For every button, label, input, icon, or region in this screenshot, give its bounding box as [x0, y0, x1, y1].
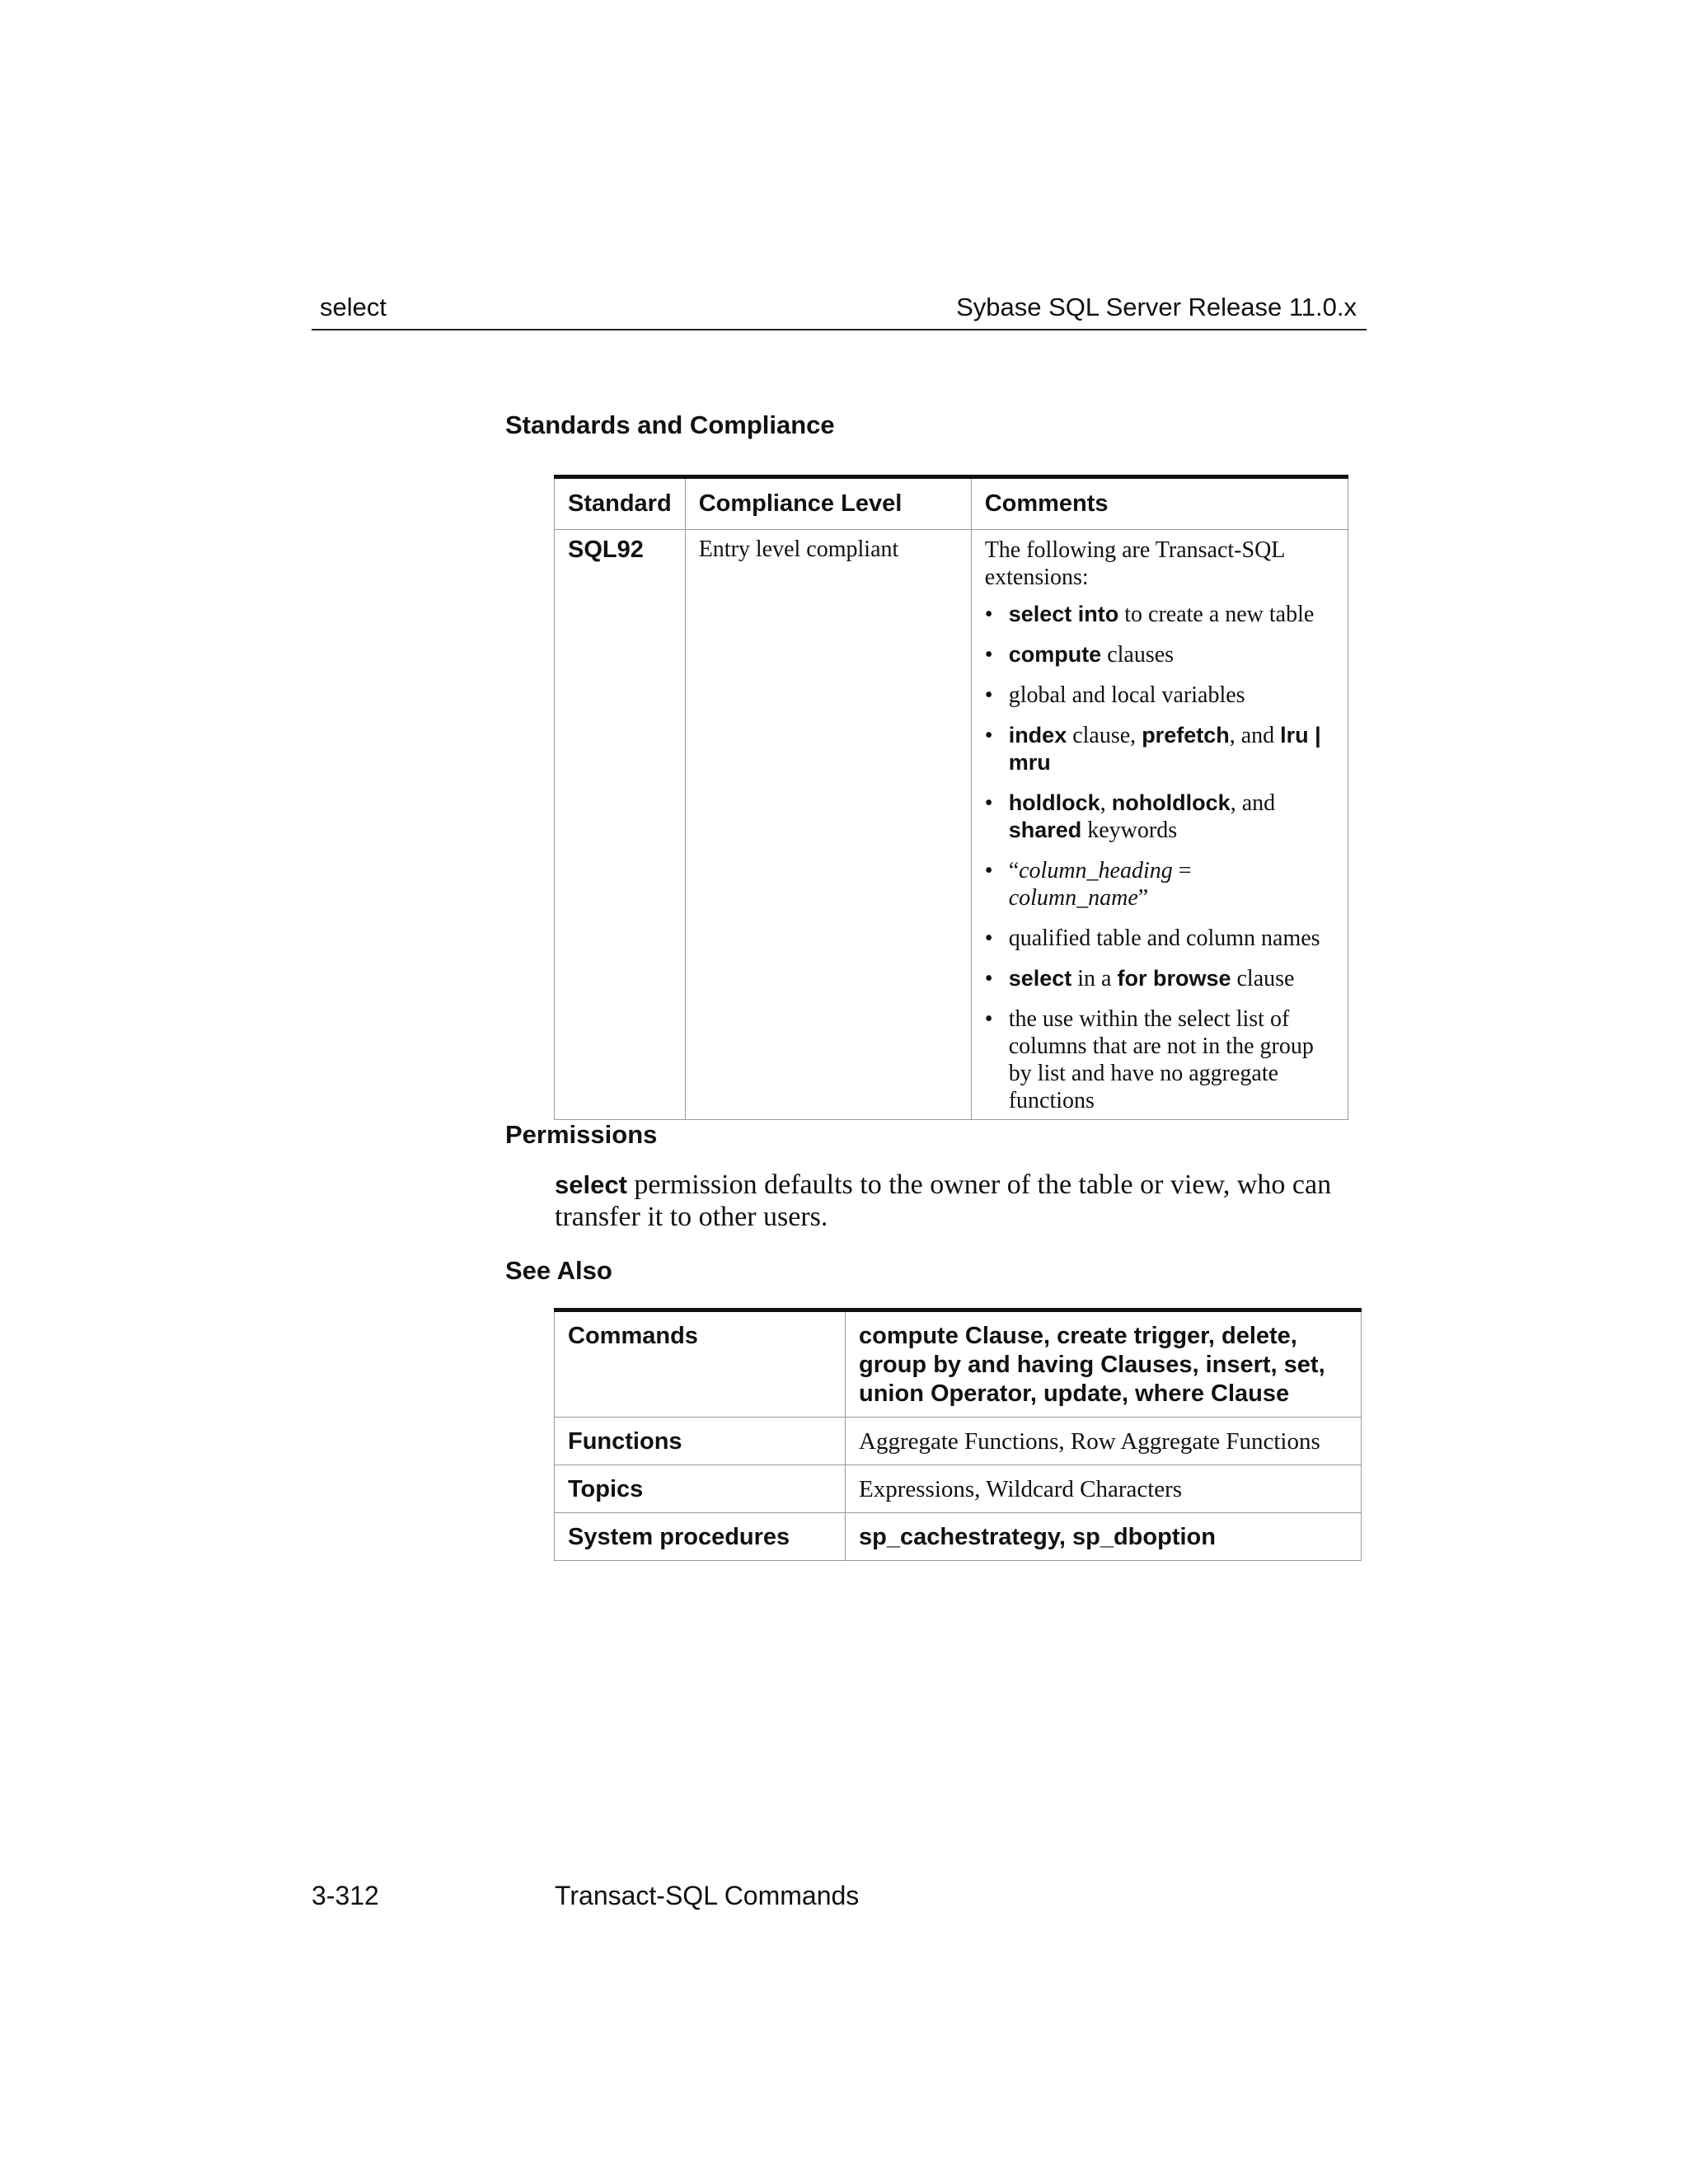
table-row — [555, 1310, 1362, 1418]
see-also-value: Aggregate Functions, Row Aggregate Functions — [846, 1418, 1362, 1465]
page-number: 3-312 — [312, 1881, 379, 1910]
list-item: • holdlock, noholdlock, and shared keywords — [1009, 790, 1334, 844]
standards-heading: Standards and Compliance — [505, 410, 835, 439]
table-row — [555, 1513, 1362, 1561]
header-right: Sybase SQL Server Release 11.0.x — [956, 293, 1357, 321]
list-item: • select in a for browse clause — [1009, 965, 1334, 992]
extensions-list — [985, 601, 1334, 1114]
permissions-body: permission defaults to the owner of the table or view, who can transfer it to other users. — [555, 1169, 1332, 1232]
see-also-value: sp_cachestrategy, sp_dboption — [846, 1513, 1362, 1561]
header-left: select — [320, 293, 387, 321]
see-also-value: compute Clause, create trigger, delete, group by and having Clauses, insert, set, union Operator, update, where Clause — [846, 1310, 1362, 1418]
list-item: • index clause, prefetch, and lru | mru — [1009, 722, 1334, 776]
comments-intro: The following are Transact-SQL extensions: — [984, 537, 1285, 590]
col-header-compliance-level: Compliance Level — [685, 477, 971, 530]
running-header — [312, 286, 1367, 330]
list-item: • qualified table and column names — [1009, 925, 1334, 952]
permissions-heading: Permissions — [505, 1120, 658, 1149]
col-header-standard: Standard — [555, 477, 686, 530]
standard-cell: SQL92 — [555, 530, 686, 1120]
permissions-keyword: select — [555, 1170, 627, 1199]
col-header-comments: Comments — [971, 477, 1348, 530]
standards-header-row — [555, 477, 1348, 530]
list-item: • “column_heading = column_name” — [1009, 857, 1334, 912]
list-item: • compute clauses — [1009, 641, 1334, 668]
see-also-category: System procedures — [555, 1513, 846, 1561]
see-also-category: Functions — [555, 1418, 846, 1465]
standards-row — [555, 530, 1348, 1120]
table-row — [555, 1418, 1362, 1465]
list-item: • the use within the select list of columns that are not in the group by list and have no aggregate functions — [1009, 1005, 1334, 1114]
see-also-heading: See Also — [505, 1256, 612, 1285]
list-item: • select into to create a new table — [1009, 601, 1334, 628]
see-also-table — [554, 1308, 1362, 1561]
comments-cell — [971, 530, 1348, 1120]
table-row — [555, 1465, 1362, 1513]
compliance-level-cell: Entry level compliant — [685, 530, 971, 1120]
footer-title: Transact-SQL Commands — [555, 1881, 860, 1910]
see-also-category: Topics — [555, 1465, 846, 1513]
standards-table — [554, 475, 1348, 1120]
permissions-text — [555, 1169, 1371, 1233]
list-item: • global and local variables — [1009, 682, 1334, 709]
see-also-category: Commands — [555, 1310, 846, 1418]
see-also-value: Expressions, Wildcard Characters — [846, 1465, 1362, 1513]
